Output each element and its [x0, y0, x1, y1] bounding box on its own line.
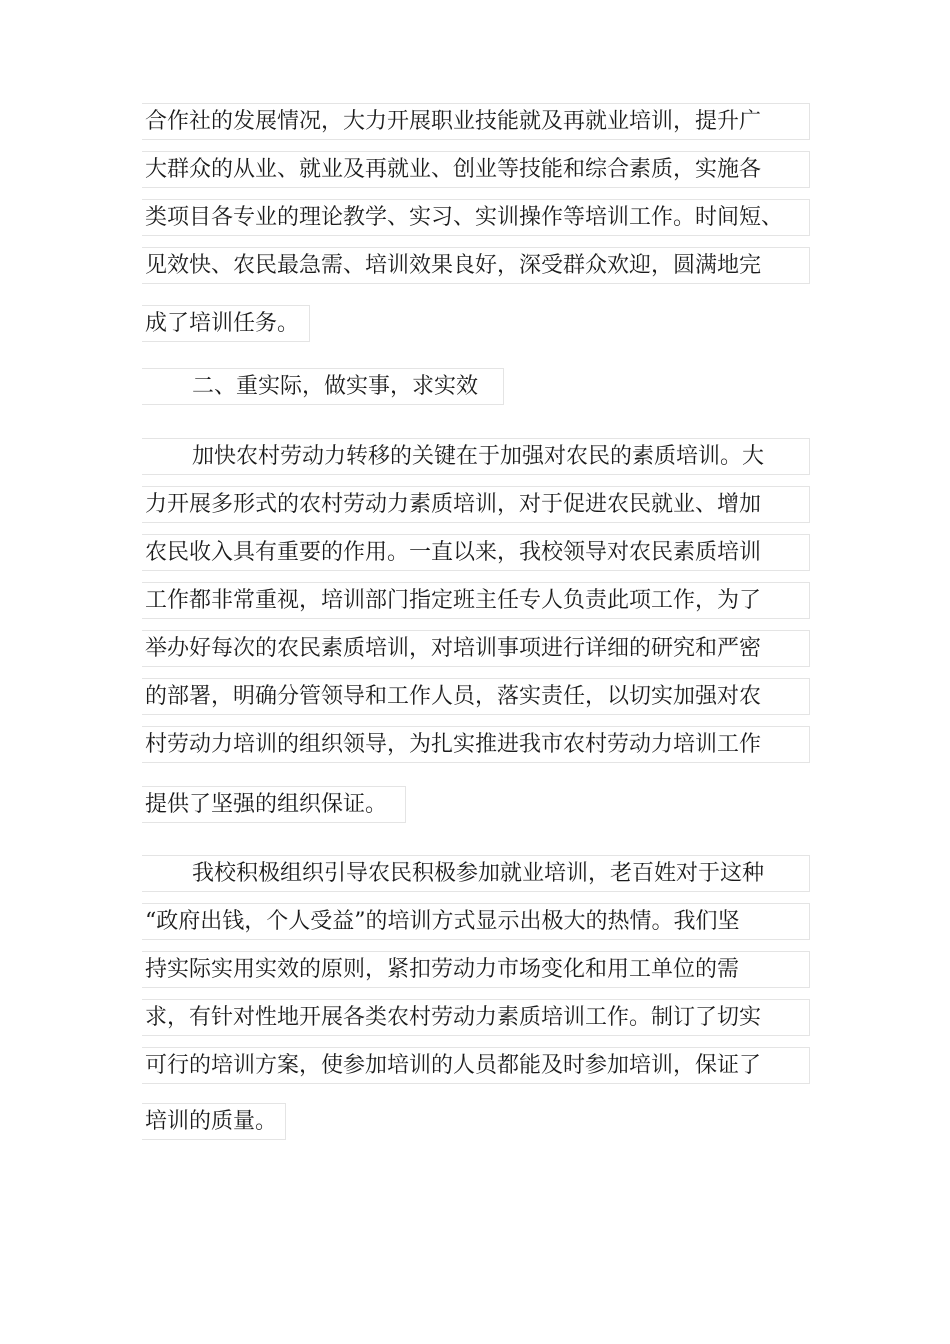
- text-line: 大群众的从业、就业及再就业、创业等技能和综合素质，实施各: [142, 151, 810, 188]
- text-line: 工作都非常重视，培训部门指定班主任专人负责此项工作，为了: [142, 582, 810, 619]
- text-line: 加快农村劳动力转移的关键在于加强对农民的素质培训。大: [142, 438, 810, 475]
- text-line: 力开展多形式的农村劳动力素质培训，对于促进农民就业、增加: [142, 486, 810, 523]
- text-line: 村劳动力培训的组织领导，为扎实推进我市农村劳动力培训工作: [142, 726, 810, 763]
- section-heading: 二、重实际，做实事，求实效: [142, 368, 504, 405]
- text-line: 的部署，明确分管领导和工作人员，落实责任，以切实加强对农: [142, 678, 810, 715]
- text-line: 成了培训任务。: [142, 305, 310, 342]
- text-line: 培训的质量。: [142, 1103, 286, 1140]
- text-line: 合作社的发展情况，大力开展职业技能就及再就业培训，提升广: [142, 103, 810, 140]
- text-line: 可行的培训方案，使参加培训的人员都能及时参加培训，保证了: [142, 1047, 810, 1084]
- text-line: 类项目各专业的理论教学、实习、实训操作等培训工作。时间短、: [142, 199, 810, 236]
- text-line: 持实际实用实效的原则，紧扣劳动力市场变化和用工单位的需: [142, 951, 810, 988]
- text-line: 农民收入具有重要的作用。一直以来，我校领导对农民素质培训: [142, 534, 810, 571]
- text-line: 见效快、农民最急需、培训效果良好，深受群众欢迎，圆满地完: [142, 247, 810, 284]
- text-line: 求，有针对性地开展各类农村劳动力素质培训工作。制订了切实: [142, 999, 810, 1036]
- text-line: 举办好每次的农民素质培训，对培训事项进行详细的研究和严密: [142, 630, 810, 667]
- text-line: 提供了坚强的组织保证。: [142, 786, 406, 823]
- text-line: “政府出钱，个人受益”的培训方式显示出极大的热情。我们坚: [142, 903, 810, 940]
- text-line: 我校积极组织引导农民积极参加就业培训，老百姓对于这种: [142, 855, 810, 892]
